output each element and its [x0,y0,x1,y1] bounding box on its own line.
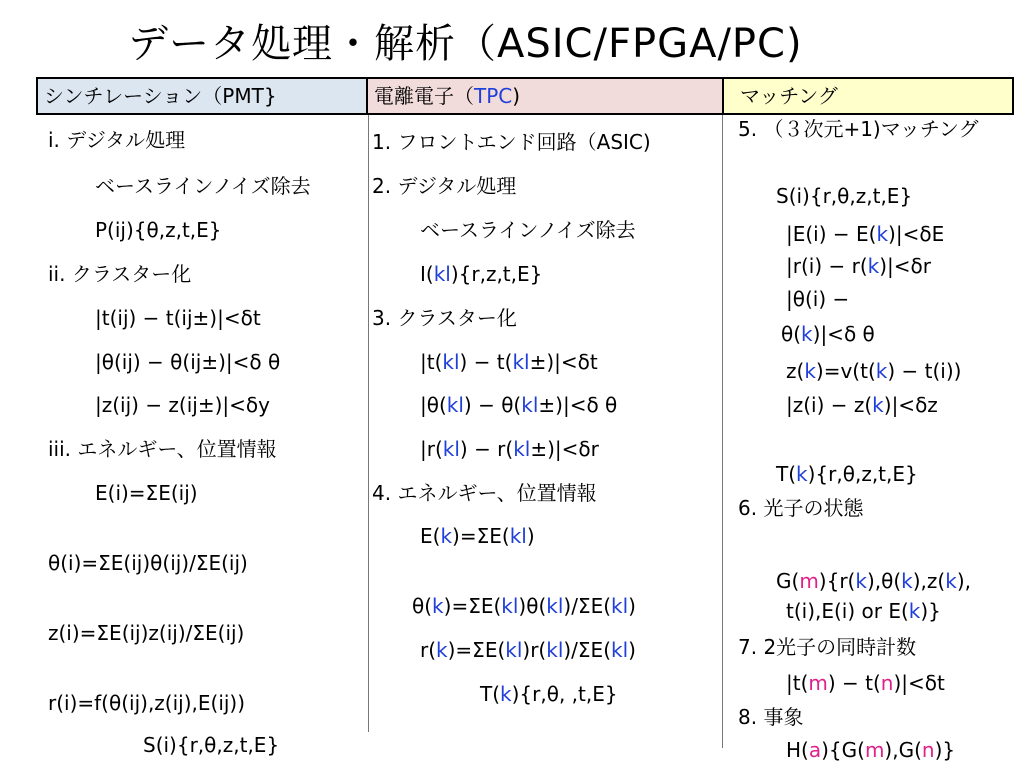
col3-text-segment: k [876,222,889,246]
col3-line [738,117,979,141]
col3-line [786,671,945,695]
col2-text-segment: ±)|<δt [529,350,598,374]
col3-text-segment: |r(i) − r( [786,254,868,278]
col3-text-segment: k [867,254,880,278]
col3-text-segment: T( [776,462,797,486]
col2-text-segment: kl [546,594,564,618]
col3-line [786,738,955,762]
col1-text-segment: r(i)=f(θ(ij),z(ij),E(ij)) [48,691,246,715]
col2-text-segment: kl [521,393,539,417]
col3-text-segment: )|<δr [879,254,931,278]
col3-line [786,222,944,246]
col3-line [776,184,912,208]
col3-text-segment: ),G( [884,738,922,762]
col1-text-segment: S(i){r,θ,z,t,E} [143,733,280,757]
col2-line [420,524,535,548]
col3-text-segment: n [921,738,935,762]
col3-text-segment: ) − t( [827,671,881,695]
col3-text-segment: ){r( [818,569,856,593]
col2-text-segment: ) − t( [459,350,513,374]
col1-text-segment: θ(i)=ΣE(ij)θ(ij)/ΣE(ij) [48,551,248,575]
col2-text-segment: )/ΣE( [563,638,611,662]
col1-text-segment: i. デジタル処理 [48,128,186,152]
col2-text-segment: ) [628,594,636,618]
col3-text-segment: |t( [786,671,809,695]
col3-text-segment: 8. 事象 [738,705,804,729]
col3-line [786,254,931,278]
col3-text-segment: z( [786,359,805,383]
col2-text-segment: T( [480,682,501,706]
col2-line [420,218,636,242]
col2-text-segment: )/ΣE( [563,594,612,618]
col3-line [738,635,916,659]
col2-text-segment: kl [433,262,451,286]
col2-text-segment: kl [442,437,460,461]
col1-text-segment: z(i)=ΣE(ij)z(ij)/ΣE(ij) [48,621,245,645]
col2-line [372,130,651,154]
col1-text-segment: iii. エネルギー、位置情報 [48,437,277,461]
col3-text-segment: ),z( [912,569,946,593]
col1-line [95,218,222,242]
col3-text-segment: |E(i) − E( [786,222,877,246]
col3-line [786,599,941,623]
col2-text-segment: θ( [412,594,433,618]
col2-line [372,306,517,330]
col2-text-segment: ) − θ( [463,393,522,417]
col3-text-segment: k [901,569,913,593]
col2-text-segment: 1. フロントエンド回路（ASIC) [372,130,651,154]
col1-text-segment: E(i)=ΣE(ij) [95,481,198,505]
col1-line [95,393,270,417]
header-tpc-post: ) [512,84,521,108]
col2-text-segment: kl [509,524,527,548]
col3-text-segment: θ( [781,322,802,346]
col1-text-segment: ii. クラスター化 [48,262,192,286]
col1-line [48,691,245,715]
col3-text-segment: )|<δE [888,222,945,246]
col3-text-segment: 7. 2光子の同時計数 [738,635,917,659]
col2-text-segment: ){r,z,t,E} [450,262,543,286]
col2-text-segment: ベースラインノイズ除去 [420,218,636,242]
col2-line [420,638,636,662]
slide-title: データ処理・解析（ASIC/FPGA/PC) [128,21,803,67]
col3-text-segment: k [796,462,808,486]
col3-text-segment: S(i){r,θ,z,t,E} [776,184,913,208]
col3-text-segment: m [808,671,828,695]
col2-text-segment: E( [420,524,441,548]
col3-text-segment: k [908,599,921,623]
col2-text-segment: )=ΣE( [452,524,510,548]
col2-text-segment: )θ( [518,594,547,618]
col3-text-segment: m [799,569,819,593]
col3-text-segment: n [880,671,894,695]
col2-text-segment: k [500,682,512,706]
col3-text-segment: )} [934,738,956,762]
col2-text-segment: kl [501,594,519,618]
col2-line [372,174,516,198]
col3-text-segment: G( [776,569,800,593]
col3-text-segment: )} [920,599,941,623]
col3-line [786,359,961,383]
col3-text-segment: )|<δ θ [812,322,875,346]
col3-text-segment: k [804,359,816,383]
col2-text-segment: kl [611,594,629,618]
col3-text-segment: t(i),E(i) or E( [786,599,909,623]
col2-line [420,262,542,286]
col1-text-segment: ベースラインノイズ除去 [95,174,311,198]
col2-text-segment: kl [442,350,460,374]
column-divider-2 [722,115,723,748]
col3-text-segment: 6. 光子の状態 [738,496,864,520]
col2-text-segment: 4. エネルギー、位置情報 [372,481,597,505]
col2-text-segment: I( [420,262,434,286]
col3-text-segment: |θ(i) − [786,287,850,311]
col2-line [420,437,599,461]
col3-text-segment: m [864,738,885,762]
column-divider-1 [368,115,369,732]
col2-line [420,350,598,374]
col3-text-segment: )|<δz [883,393,938,417]
col3-text-segment: |z(i) − z( [786,393,873,417]
col3-line [781,322,875,346]
col3-text-segment: ),θ( [866,569,902,593]
col2-text-segment: ) [628,638,636,662]
col3-line [738,705,803,729]
col2-text-segment: 2. デジタル処理 [372,174,517,198]
col2-text-segment: kl [546,638,564,662]
col2-text-segment: k [432,594,444,618]
col2-text-segment: kl [513,437,531,461]
col2-line [372,481,597,505]
col2-text-segment: k [436,638,448,662]
col3-line [738,496,863,520]
col3-text-segment: k [945,569,957,593]
col2-text-segment: ±)|<δ θ [538,393,618,417]
col2-text-segment: |r( [420,437,443,461]
col3-text-segment: k [855,569,867,593]
col3-text-segment: ){G( [821,738,865,762]
col3-text-segment: k [801,322,813,346]
col3-line [776,569,971,593]
col3-text-segment: )=v(t( [815,359,876,383]
col3-text-segment: a [808,738,822,762]
col2-text-segment: |t( [420,350,443,374]
col2-text-segment: 3. クラスター化 [372,306,517,330]
col1-line [48,262,191,286]
col2-line [420,393,617,417]
col2-text-segment: kl [512,350,530,374]
col3-text-segment: k [875,359,888,383]
col2-text-segment: r( [420,638,437,662]
col1-line [48,621,244,645]
header-tpc-pre: 電離電子（ [374,84,474,108]
col2-text-segment: ) [526,524,535,548]
col2-line [412,594,636,618]
col3-text-segment: ), [956,569,971,593]
col3-text-segment: k [872,393,884,417]
col1-line [48,128,185,152]
header-pmt: シンチレーション（PMT} [36,77,368,115]
col3-line [786,287,849,311]
col3-line [776,462,918,486]
col2-text-segment: k [440,524,453,548]
col2-text-segment: kl [611,638,629,662]
col2-text-segment: kl [446,393,464,417]
col2-text-segment: |θ( [420,393,447,417]
col2-text-segment: ) − r( [459,437,514,461]
col1-text-segment: P(ij){θ,z,t,E} [95,218,222,242]
col1-text-segment: |θ(ij) − θ(ij±)|<δ θ [95,350,281,374]
col2-text-segment: )=ΣE( [447,638,506,662]
col1-text-segment: |t(ij) − t(ij±)|<δt [95,306,261,330]
col3-text-segment: )|<δt [893,671,945,695]
col2-line [480,682,618,706]
header-tpc-highlight: TPC [474,84,513,108]
col3-text-segment: 5. （３次元+1)マッチング [738,117,979,141]
col3-text-segment: H( [786,738,809,762]
col1-line [95,306,261,330]
col1-text-segment: |z(ij) − z(ij±)|<δy [95,393,270,417]
col1-line [95,481,198,505]
col3-text-segment: ){r,θ,z,t,E} [807,462,918,486]
col2-text-segment: )=ΣE( [443,594,502,618]
col1-line [48,551,248,575]
col1-line [95,174,311,198]
col2-text-segment: ±)|<δr [530,437,599,461]
col2-text-segment: kl [505,638,523,662]
col2-text-segment: ){r,θ, ,t,E} [511,682,618,706]
col1-line [48,437,277,461]
col1-line [95,350,280,374]
header-tpc [366,77,724,115]
col2-text-segment: )r( [522,638,547,662]
col3-text-segment: ) − t(i)) [887,359,962,383]
col1-line [143,733,279,757]
header-matching: マッチング [722,77,1014,115]
col3-line [786,393,938,417]
